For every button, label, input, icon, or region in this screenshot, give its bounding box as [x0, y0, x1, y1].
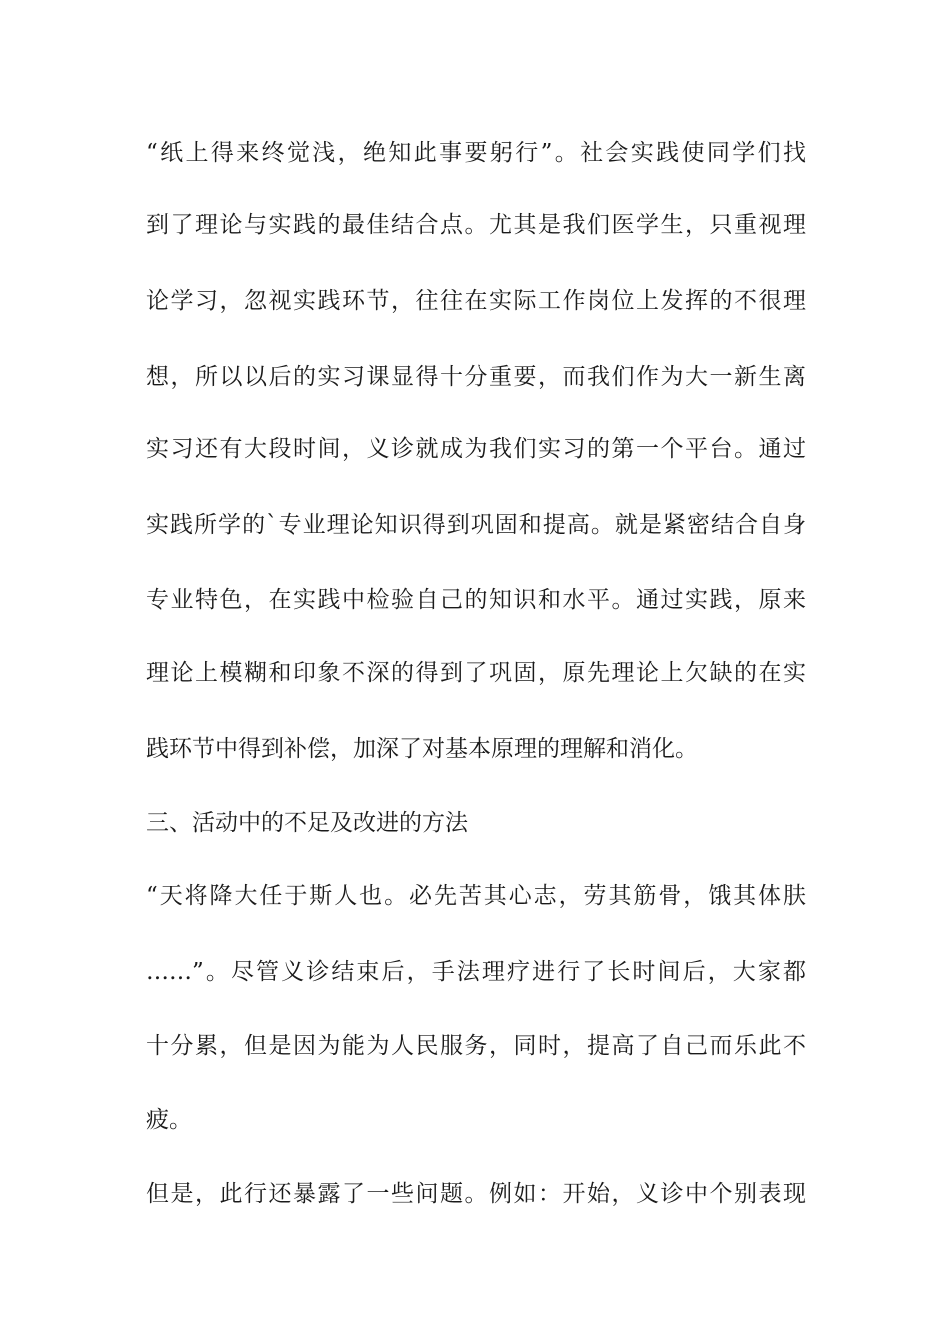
paragraph-line: 但是，此行还暴露了一些问题。例如：开始，义诊中个别表现	[146, 1181, 806, 1207]
paragraph-line: 实习还有大段时间，义诊就成为我们实习的第一个平台。通过	[146, 436, 806, 462]
section-heading: 三、活动中的不足及改进的方法	[146, 810, 468, 836]
paragraph-line: 理论上模糊和印象不深的得到了巩固，原先理论上欠缺的在实	[146, 660, 806, 686]
paragraph-line: “天将降大任于斯人也。必先苦其心志，劳其筋骨，饿其体肤	[146, 883, 806, 909]
paragraph-line: “纸上得来终觉浅，绝知此事要躬行”。社会实践使同学们找	[146, 140, 806, 166]
paragraph-line: 想，所以以后的实习课显得十分重要，而我们作为大一新生离	[146, 364, 806, 390]
paragraph-line: ……”。尽管义诊结束后，手法理疗进行了长时间后，大家都	[146, 959, 806, 985]
paragraph-line: 十分累，但是因为能为人民服务，同时，提高了自己而乐此不	[146, 1033, 806, 1059]
paragraph-line: 疲。	[146, 1107, 192, 1133]
paragraph-line: 践环节中得到补偿，加深了对基本原理的理解和消化。	[146, 736, 698, 762]
paragraph-line: 实践所学的`专业理论知识得到巩固和提高。就是紧密结合自身	[146, 512, 806, 538]
paragraph-line: 专业特色，在实践中检验自己的知识和水平。通过实践，原来	[146, 587, 806, 613]
paragraph-line: 到了理论与实践的最佳结合点。尤其是我们医学生，只重视理	[146, 212, 806, 238]
paragraph-line: 论学习，忽视实践环节，往往在实际工作岗位上发挥的不很理	[146, 288, 806, 314]
